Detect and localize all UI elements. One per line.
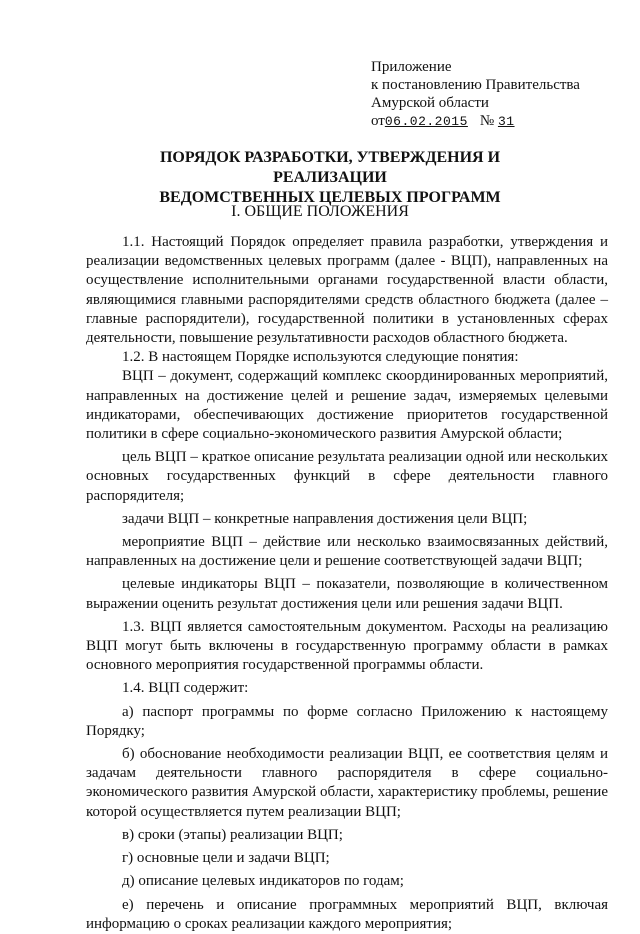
title-line-2: ВЕДОМСТВЕННЫХ ЦЕЛЕВЫХ ПРОГРАММ [159,189,501,206]
list-item-g: г) основные цели и задачи ВЦП; [122,850,330,867]
list-item-v: в) сроки (этапы) реализации ВЦП; [122,826,343,843]
section-heading: I. ОБЩИЕ ПОЛОЖЕНИЯ [231,203,409,220]
definition-activity: мероприятие ВЦП – действие или несколько взаимосвязанных действий, направленных на достижение цели и решение соответствующей задачи ВЦП; [86,534,608,570]
definition-vcp: ВЦП – документ, содержащий комплекс скоординированных мероприятий, направленных на достижение целей и решение задач, измеряемых целевыми индикаторами, обеспечивающих достижение приоритетов государственной политики в сфере социально-экономического развития Амурской области; [86,368,608,443]
list-item-a: а) паспорт программы по форме согласно Приложению к настоящему Порядку; [86,703,608,739]
definition-indicators: целевые индикаторы ВЦП – показатели, позволяющие в количественном выражении оценить результат достижения цели или решения задачи ВЦП. [86,576,608,612]
document-date: 06.02.2015 [384,114,468,129]
appendix-line-2: к постановлению Правительства [371,77,580,93]
paragraph-1-1: 1.1. Настоящий Порядок определяет правила разработки, утверждения и реализации ведомственных целевых программ (далее - ВЦП), направленных на осуществление исполнительными органами государственной власти области, являющимися главными распорядителями средств областного бюджета (далее – главные распорядители), государственной политики в установленных сферах деятельности, повышение результативности расходов областного бюджета. [86,234,608,347]
document-title [110,148,550,208]
document-body [86,233,608,934]
document-number: 31 [497,114,515,129]
definition-tasks: задачи ВЦП – конкретные направления достижения цели ВЦП; [122,510,528,527]
appendix-line-1: Приложение [371,59,452,75]
appendix-block [371,58,580,131]
appendix-line-3: Амурской области [371,95,489,111]
paragraph-1-4: 1.4. ВЦП содержит: [122,680,249,697]
list-item-e: е) перечень и описание программных мероприятий ВЦП, включая информацию о сроках реализации каждого мероприятия; [86,896,608,932]
title-line-1: ПОРЯДОК РАЗРАБОТКИ, УТВЕРЖДЕНИЯ И РЕАЛИЗАЦИИ [159,149,501,186]
definition-goal: цель ВЦП – краткое описание результата реализации одной или нескольких основных государственных функций в сфере деятельности главного распорядителя; [86,449,608,504]
list-item-b: б) обоснование необходимости реализации ВЦП, ее соответствия целям и задачам деятельности главного распорядителя в сфере социально-экономического развития Амурской области, характеристику проблемы, решение которой осуществляется путем реализации ВЦП; [86,746,608,820]
list-item-d: д) описание целевых индикаторов по годам; [122,873,404,890]
number-label: № [479,113,495,129]
paragraph-1-3: 1.3. ВЦП является самостоятельным документом. Расходы на реализацию ВЦП могут быть включены в государственную программу области в рамках основного мероприятия государственной программы области. [86,618,608,674]
paragraph-1-2: 1.2. В настоящем Порядке используются следующие понятия: [122,349,519,366]
appendix-date-line [371,112,580,131]
from-label: от [371,113,385,129]
